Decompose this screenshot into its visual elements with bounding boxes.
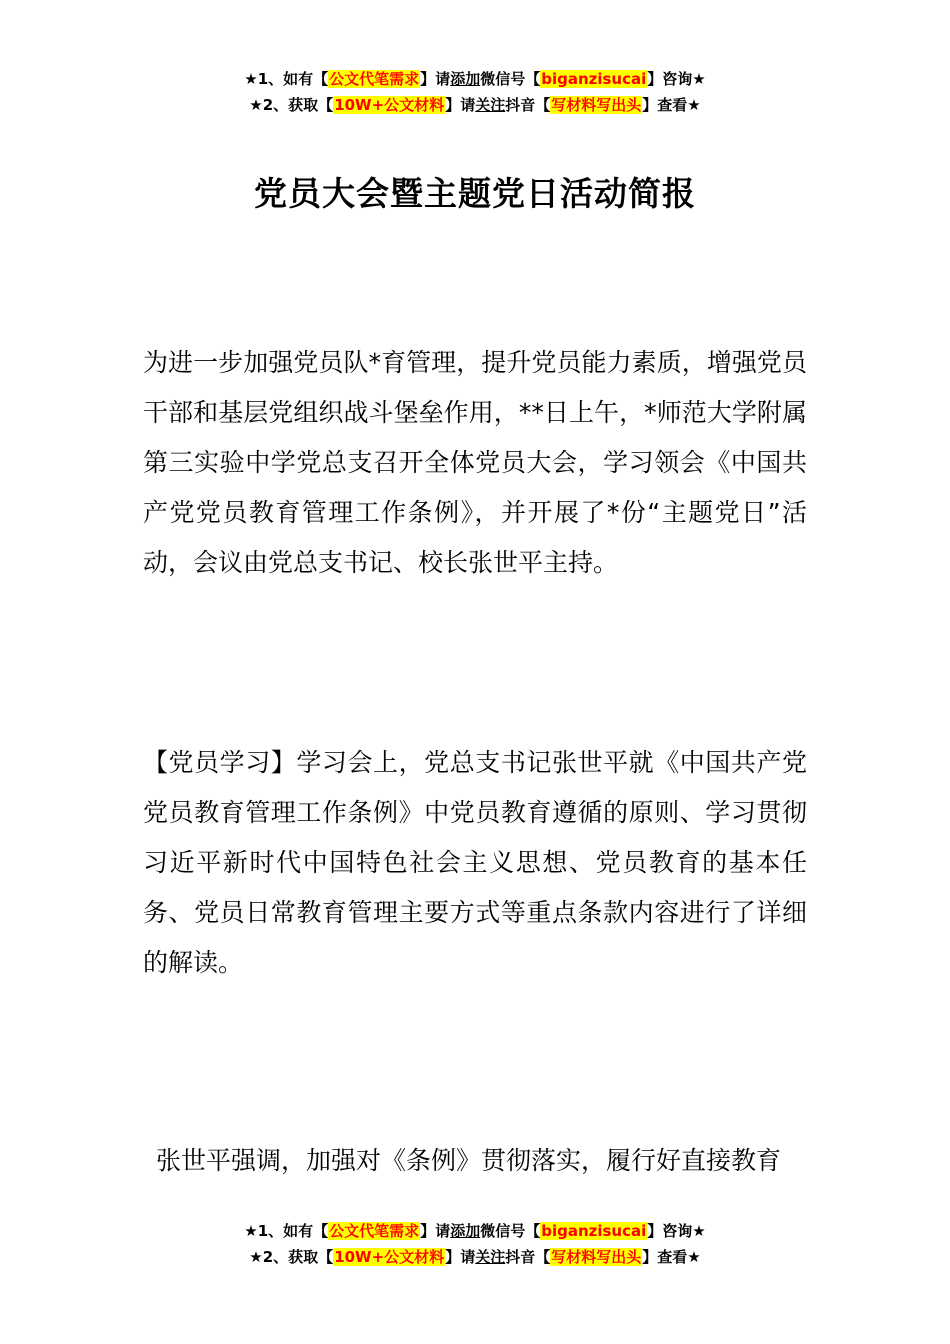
banner-text: 】查看★ bbox=[642, 96, 701, 114]
banner-line-1 bbox=[0, 1218, 950, 1244]
banner-highlight: 10W+公文材料 bbox=[334, 1248, 445, 1266]
banner-text: 】请 bbox=[420, 70, 451, 88]
body-paragraph-3: 张世平强调，加强对《条例》贯彻落实，履行好直接教育 bbox=[156, 1146, 782, 1175]
body-paragraph-2: 【党员学习】学习会上，党总支书记张世平就《中国共产党党员教育管理工作条例》中党员教育遵循的原则、学习贯彻习近平新时代中国特色社会主义思想、党员教育的基本任务、党员日常教育管理主要方式等重点条款内容进行了详细的解读。 bbox=[143, 748, 807, 977]
banner-underlined-text: 添加 bbox=[450, 1222, 481, 1240]
banner-highlight: 10W+公文材料 bbox=[334, 96, 445, 114]
banner-highlight: biganzisucai bbox=[541, 1222, 647, 1240]
banner-text: 微信号【 bbox=[480, 70, 541, 88]
document-title: 党员大会暨主题党日活动简报 bbox=[254, 174, 696, 214]
banner-text: 抖音【 bbox=[505, 1248, 551, 1266]
banner-text: 】请 bbox=[420, 1222, 451, 1240]
banner-text: 】咨询★ bbox=[647, 1222, 706, 1240]
body-paragraph-1: 为进一步加强党员队*育管理，提升党员能力素质，增强党员干部和基层党组织战斗堡垒作用，**日上午，*师范大学附属第三实验中学党总支召开全体党员大会，学习领会《中国共产党党员教育管理工作条例》，并开展了*份“主题党日”活动，会议由党总支书记、校长张世平主持。 bbox=[143, 348, 807, 577]
banner-text: 】请 bbox=[445, 1248, 476, 1266]
banner-text: 】咨询★ bbox=[647, 70, 706, 88]
banner-line-2 bbox=[0, 92, 950, 118]
footer-banner bbox=[0, 1218, 950, 1270]
banner-underlined-text: 添加 bbox=[450, 70, 481, 88]
banner-text: 抖音【 bbox=[505, 96, 551, 114]
banner-highlight: 写材料写出头 bbox=[551, 96, 642, 114]
banner-line-1 bbox=[0, 66, 950, 92]
banner-text: ★1、如有【 bbox=[244, 1222, 329, 1240]
banner-highlight: 公文代笔需求 bbox=[329, 1222, 420, 1240]
banner-text: 】请 bbox=[445, 96, 476, 114]
banner-highlight: 写材料写出头 bbox=[551, 1248, 642, 1266]
banner-underlined-text: 关注 bbox=[475, 96, 506, 114]
banner-text: ★1、如有【 bbox=[244, 70, 329, 88]
banner-text: ★2、获取【 bbox=[249, 96, 334, 114]
banner-text: ★2、获取【 bbox=[249, 1248, 334, 1266]
header-banner bbox=[0, 66, 950, 118]
banner-line-2 bbox=[0, 1244, 950, 1270]
banner-underlined-text: 关注 bbox=[475, 1248, 506, 1266]
banner-highlight: 公文代笔需求 bbox=[329, 70, 420, 88]
banner-text: 微信号【 bbox=[480, 1222, 541, 1240]
banner-text: 】查看★ bbox=[642, 1248, 701, 1266]
banner-highlight: biganzisucai bbox=[541, 70, 647, 88]
